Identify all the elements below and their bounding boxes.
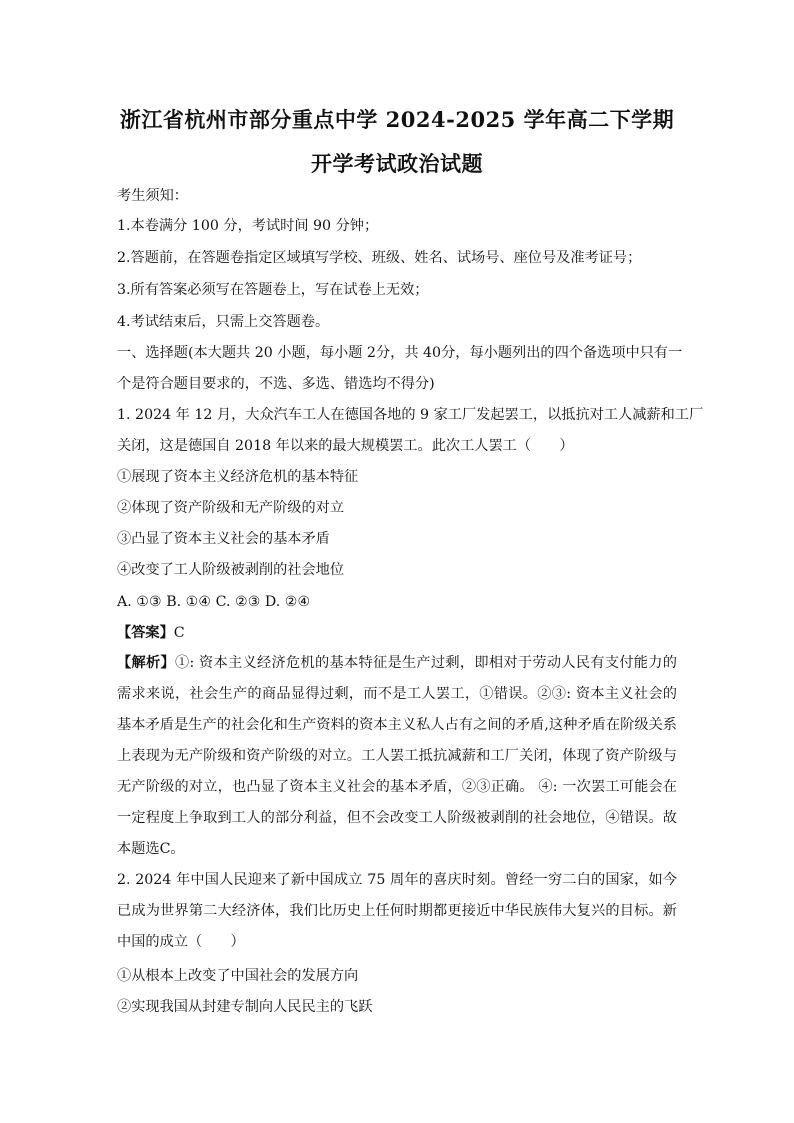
- question-1-option-1: ①展现了资本主义经济危机的基本特征: [117, 469, 359, 485]
- section-instructions-line1: 一、选择题(本大题共 20 小题，每小题 2分，共 40分，每小题列出的四个备选项中只有一: [117, 345, 683, 361]
- question-1-option-4: ④改变了工人阶级被剥削的社会地位: [117, 562, 345, 578]
- analysis-text: ①: 资本主义经济危机的基本特征是生产过剩，即相对于劳动人民有支付能力的需求来说，社会生产的商品显得过剩，而不是工人罢工，①错误。②③: 资本主义社会的基本矛盾是生产的社会化和生产资料的资本主义私人占有之间的矛盾,这种矛盾在阶级关系上表现为无产阶级和资产阶级的对立。工人罢工抵抗减薪和工厂关闭，体现了资产阶级与无产阶级的对立，也凸显了资本主义社会的基本矛盾，②③正确。 ④: 一次罢工可能会在一定程度上争取到工人的部分利益，但不会改变工人阶级被剥削的社会地位，④错误。故本题选C。: [117, 655, 677, 857]
- notice-item-4: 4.考试结束后，只需上交答题卷。: [117, 314, 330, 330]
- question-1-stem-line1: 1. 2024 年 12 月，大众汽车工人在德国各地的 9 家工厂发起罢工，以抵抗对工人减薪和工厂: [117, 407, 704, 423]
- question-1-option-2: ②体现了资产阶级和无产阶级的对立: [117, 500, 345, 516]
- section-instructions-line2: 个是符合题目要求的，不选、多选、错选均不得分): [117, 376, 435, 392]
- answer-label: 【答案】: [117, 625, 174, 641]
- question-1-answer: [117, 623, 185, 643]
- analysis-label: 【解析】: [117, 655, 175, 671]
- notice-item-2: 2.答题前，在答题卷指定区域填写学校、班级、姓名、试场号、座位号及准考证号；: [117, 250, 642, 266]
- question-1-stem-line2: 关闭，这是德国自 2018 年以来的最大规模罢工。此次工人罢工（ ）: [117, 438, 574, 454]
- question-2-stem: 2. 2024 年中国人民迎来了新中国成立 75 周年的喜庆时刻。曾经一穷二白的国家，如今已成为世界第二大经济体，我们比历史上任何时期都更接近中华民族伟大复兴的目标。新中国的成立（ ）: [117, 872, 677, 950]
- question-1-analysis: [117, 648, 677, 865]
- notice-heading: 考生须知：: [117, 188, 188, 204]
- question-1-option-3: ③凸显了资本主义社会的基本矛盾: [117, 531, 330, 547]
- document-title-line2: 开学考试政治试题: [311, 151, 483, 176]
- answer-value: C: [173, 625, 185, 641]
- notice-item-3: 3.所有答案必须写在答题卷上，写在试卷上无效；: [117, 282, 429, 298]
- question-2-option-1: ①从根本上改变了中国社会的发展方向: [117, 968, 359, 984]
- question-2-option-2: ②实现我国从封建专制向人民民主的飞跃: [117, 999, 373, 1015]
- document-title-line1: 浙江省杭州市部分重点中学 2024-2025 学年高二下学期: [119, 107, 675, 132]
- question-1-choices: A. ①③ B. ①④ C. ②③ D. ②④: [117, 594, 311, 610]
- notice-item-1: 1.本卷满分 100 分，考试时间 90 分钟；: [117, 218, 379, 234]
